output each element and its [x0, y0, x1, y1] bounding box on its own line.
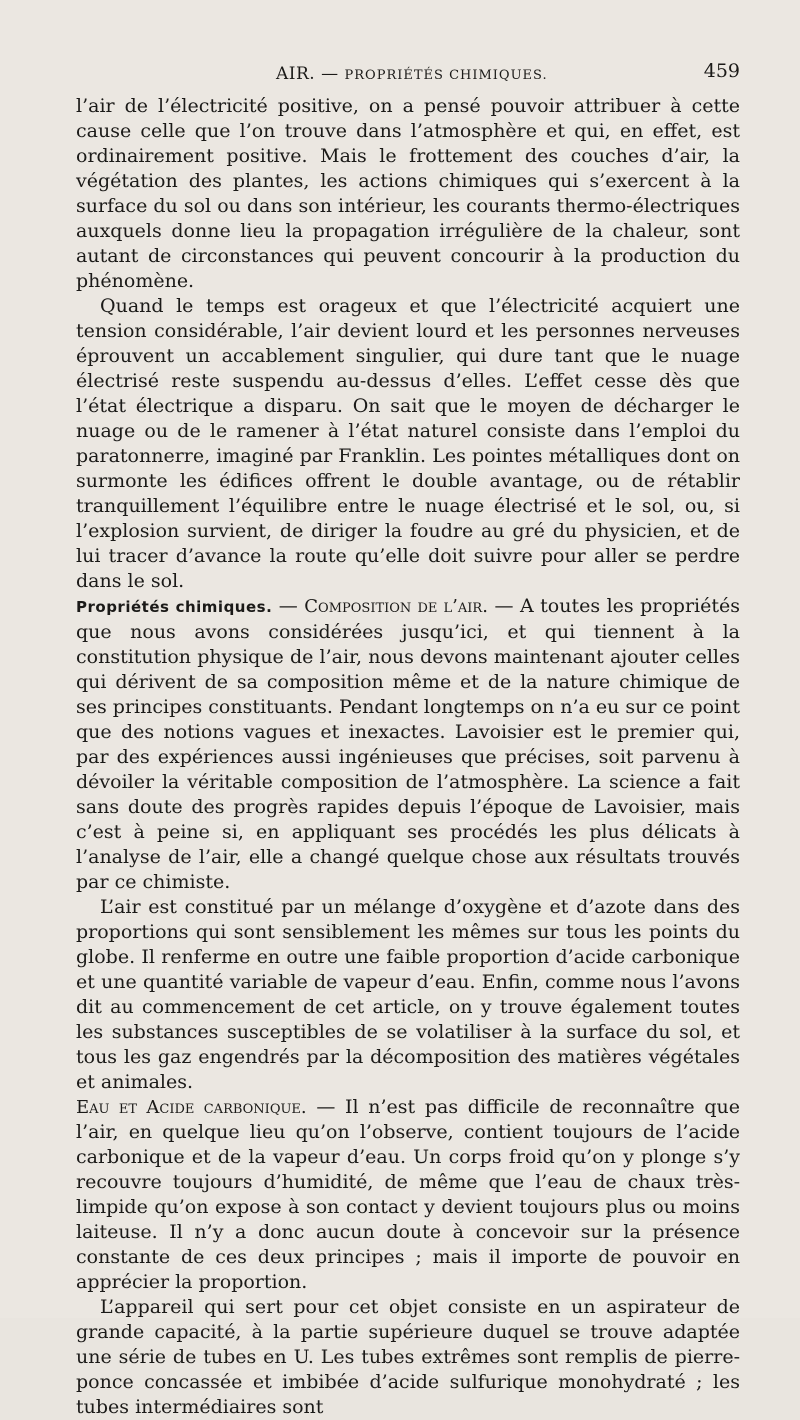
paragraph-text: A toutes les propriétés que nous avons considérées jusqu’ici, et qui tiennent à la constitution physique de l’air, nous devons maintenant ajouter celles qui dérivent de sa composition même et de la nature chimique de ses principes constituants. Pendant longtemps on n’a eu sur ce point que des notions vagues et inexactes. Lavoisier est le premier qui, par des expériences aussi ingénieuses que précises, soit parvenu à dévoiler la véritable composition de l’atmosphère. La science a fait sans doute des progrès rapides depuis l’époque de Lavoisier, mais c’est à peine si, en appliquant ses procédés les plus délicats à l’analyse de l’air, elle a changé quelque chose aux résultats trouvés par ce chimiste.	[76, 595, 741, 893]
paragraph-text: l’air de l’électricité positive, on a pensé pouvoir attribuer à cette cause celle que l’on trouve dans l’atmosphère et qui, en effet, est ordinairement positive. Mais le frottement des couches d’air, la végétation des plantes, les actions chimiques qui s’exercent à la surface du sol ou dans son intérieur, les courants thermo-électriques auxquels donne lieu la propagation irrégulière de la chaleur, sont autant de circonstances qui peuvent concourir à la production du phénomène.	[76, 95, 740, 292]
page-number: 459	[703, 60, 740, 82]
heading-separator: —	[306, 1096, 346, 1118]
subsection-heading-composition: Composition de l’air.	[304, 596, 488, 617]
paragraph-text: L’air est constitué par un mélange d’oxygène et d’azote dans des proportions qui sont sensiblement les mêmes sur tous les points du globe. Il renferme en outre une faible proportion d’acide carbonique et une quantité variable de vapeur d’eau. Enfin, comme nous l’avons dit au commencement de cet article, on y trouve également toutes les substances susceptibles de se volatiliser à la surface du sol, et tous les gaz engendrés par la décomposition des matières végétales et animales.	[76, 896, 740, 1093]
heading-separator: —	[272, 595, 305, 617]
section-heading-chemical-properties: Propriétés chimiques.	[76, 598, 273, 616]
paragraph-text: L’appareil qui sert pour cet objet consiste en un aspirateur de grande capacité, à la partie supérieure duquel se trouve adaptée une série de tubes en U. Les tubes extrêmes sont remplis de pierre-ponce concassée et imbibée d’acide sulfurique monohydraté ; les tubes intermédiaires sont	[76, 1296, 740, 1418]
paragraph-5	[76, 1095, 740, 1295]
heading-separator: —	[487, 595, 520, 617]
paragraph-6	[76, 1295, 740, 1420]
running-title-main: AIR.	[276, 64, 316, 84]
running-head	[76, 60, 740, 92]
paragraph-3	[76, 594, 740, 895]
running-title-sub: PROPRIÉTÉS CHIMIQUES.	[344, 68, 548, 83]
subsection-heading-water-carbonic-acid: Eau et Acide carbonique.	[76, 1097, 307, 1118]
running-title-dash: —	[321, 64, 339, 84]
running-title	[276, 64, 548, 84]
paragraph-text: Il n’est pas difficile de reconnaître que l’air, en quelque lieu qu’on l’observe, contient toujours de l’acide carbonique et de la vapeur d’eau. Un corps froid qu’on y plonge s’y recouvre toujours d’humidité, de même que l’eau de chaux très-limpide qu’on expose à son contact y devient toujours plus ou moins laiteuse. Il n’y a donc aucun doute à concevoir sur la présence constante de ces deux principes ; mais il importe de pouvoir en apprécier la proportion.	[76, 1096, 740, 1293]
paragraph-text: Quand le temps est orageux et que l’électricité acquiert une tension considérable, l’air devient lourd et les personnes nerveuses éprouvent un accablement singulier, qui dure tant que le nuage électrisé reste suspendu au-dessus d’elles. L’effet cesse dès que l’état électrique a disparu. On sait que le moyen de décharger le nuage ou de le ramener à l’état naturel consiste dans l’emploi du paratonnerre, imaginé par Franklin. Les pointes métalliques dont on surmonte les édifices offrent le double avantage, ou de rétablir tranquillement l’équilibre entre le nuage électrisé et le sol, ou, si l’explosion survient, de diriger la foudre au gré du physicien, et de lui tracer d’avance la route qu’elle doit suivre pour aller se perdre dans le sol.	[76, 295, 740, 592]
body-text	[76, 94, 740, 1420]
paragraph-2	[76, 294, 740, 594]
paragraph-4	[76, 895, 740, 1095]
paragraph-1	[76, 94, 740, 294]
